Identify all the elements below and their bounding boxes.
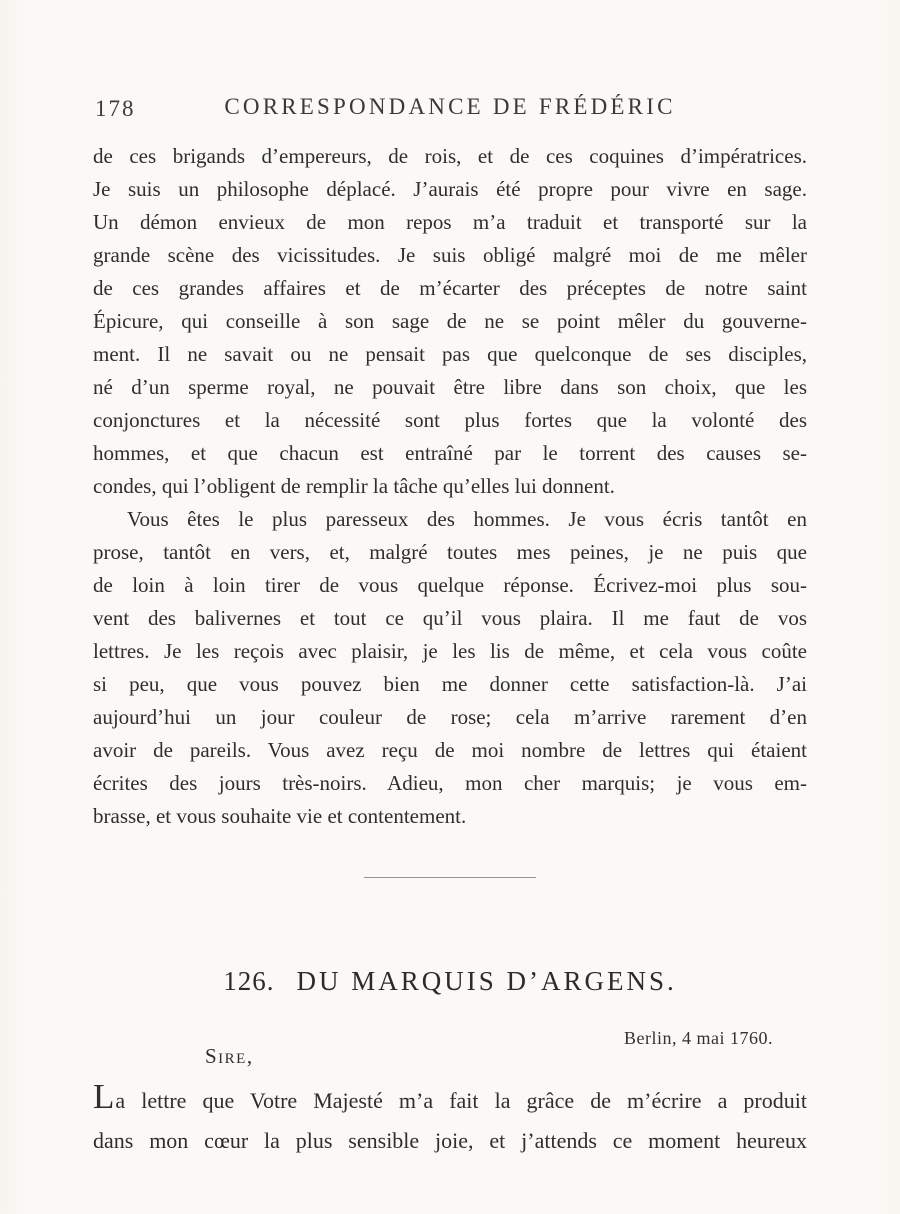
letter-title: DU MARQUIS D’ARGENS.: [296, 966, 677, 996]
drop-cap-initial: L: [93, 1077, 116, 1116]
text-line: de loin à loin tirer de vous quelque réponse. Écrivez-moi plus sou-: [93, 573, 807, 597]
text-line: écrites des jours très-noirs. Adieu, mon cher marquis; je vous em-: [93, 771, 807, 795]
running-title: CORRESPONDANCE DE FRÉDÉRIC: [224, 94, 676, 119]
text-line: lettres. Je les reçois avec plaisir, je les lis de même, et cela vous coûte: [93, 639, 807, 663]
text-line: de ces brigands d’empereurs, de rois, et de ces coquines d’impératrices.: [93, 144, 807, 168]
text-line: condes, qui l’obligent de remplir la tâche qu’elles lui donnent.: [93, 474, 615, 498]
running-header: [93, 94, 807, 124]
letter-opening: [93, 1077, 807, 1161]
text-line: brasse, et vous souhaite vie et contentement.: [93, 804, 467, 828]
salutation: Sire,: [205, 1044, 254, 1068]
text-line: grande scène des vicissitudes. Je suis obligé malgré moi de me mêler: [93, 243, 807, 267]
text-line: dans mon cœur la plus sensible joie, et j’attends ce moment heureux: [93, 1128, 807, 1153]
page-number: 178: [95, 96, 136, 121]
dateline: Berlin, 4 mai 1760.: [624, 1028, 773, 1048]
text-line: conjonctures et la nécessité sont plus fortes que la volonté des: [93, 408, 807, 432]
text-line: avoir de pareils. Vous avez reçu de moi nombre de lettres qui étaient: [93, 738, 807, 762]
text-line: ment. Il ne savait ou ne pensait pas que quelconque de ses disciples,: [93, 342, 807, 366]
text-line: hommes, et que chacun est entraîné par le torrent des causes se-: [93, 441, 807, 465]
text-line: La lettre que Votre Majesté m’a fait la grâce de m’écrire a produit: [93, 1077, 807, 1116]
text-line: Vous êtes le plus paresseux des hommes. Je vous écris tantôt en: [127, 507, 807, 531]
text-line: Épicure, qui conseille à son sage de ne se point mêler du gouverne-: [93, 309, 807, 333]
letter-body-text: [93, 140, 807, 833]
text-line: aujourd’hui un jour couleur de rose; cela m’arrive rarement d’en: [93, 705, 807, 729]
section-divider: [364, 877, 536, 878]
text-line: prose, tantôt en vers, et, malgré toutes mes peines, je ne puis que: [93, 540, 807, 564]
text-line: né d’un sperme royal, ne pouvait être libre dans son choix, que les: [93, 375, 807, 399]
text-line: Un démon envieux de mon repos m’a traduit et transporté sur la: [93, 210, 807, 234]
text-line: si peu, que vous pouvez bien me donner cette satisfaction-là. J’ai: [93, 672, 807, 696]
text-line: vent des balivernes et tout ce qu’il vous plaira. Il me faut de vos: [93, 606, 807, 630]
letter-number: 126.: [223, 966, 275, 996]
text-line: de ces grandes affaires et de m’écarter des préceptes de notre saint: [93, 276, 807, 300]
letter-heading: [93, 966, 807, 997]
text-line: Je suis un philosophe déplacé. J’aurais été propre pour vivre en sage.: [93, 177, 807, 201]
